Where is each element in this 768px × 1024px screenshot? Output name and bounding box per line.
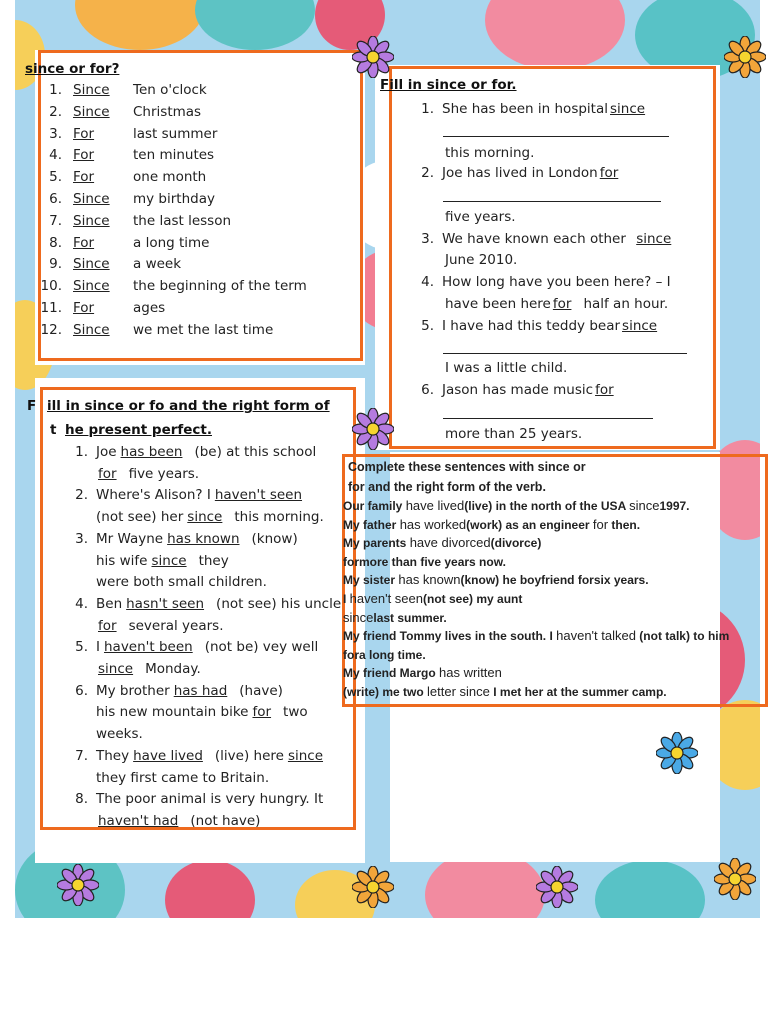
box3-line <box>66 465 199 483</box>
item-number: 5. <box>75 639 88 656</box>
answer: For <box>73 169 95 186</box>
line-text: (live) here <box>214 747 284 764</box>
box4-sentence <box>343 572 649 588</box>
answer: haven't been <box>103 639 193 656</box>
box3-title-edge-f: F <box>27 398 37 414</box>
answer: For <box>73 125 95 142</box>
item-text: ages <box>133 300 166 316</box>
answer: Since <box>73 191 110 207</box>
bg-circle <box>75 0 205 50</box>
answer: Since <box>73 82 110 98</box>
box4-sentence <box>343 498 690 514</box>
box4-sentence <box>343 610 447 626</box>
answer: since <box>287 747 324 764</box>
line-text: (not see) her <box>96 509 184 526</box>
line-text: (be) at this school <box>194 444 317 460</box>
sentence-text: My father <box>343 517 400 532</box>
box4-sentence <box>343 535 541 551</box>
box1-item <box>40 168 206 186</box>
box1-item <box>40 190 215 208</box>
line-text: (have) <box>239 682 283 699</box>
sentence-text: 1997. <box>659 499 690 513</box>
sentence-text: I met her at the summer camp. <box>489 685 667 699</box>
box3-line <box>66 530 298 548</box>
answer-line <box>443 136 669 137</box>
bg-circle <box>165 860 255 918</box>
box3-line <box>66 617 224 635</box>
item-number: 2. <box>49 103 62 120</box>
answer: for <box>599 165 619 181</box>
bg-circle <box>195 0 315 50</box>
box1-item <box>40 299 165 317</box>
flower-icon <box>714 858 756 900</box>
box1-item <box>40 103 201 121</box>
box3-line <box>66 508 324 526</box>
answer: since <box>343 609 374 625</box>
line-text: (know) <box>251 530 298 547</box>
item-text: a long time <box>133 234 210 251</box>
box4-sentence <box>343 517 640 533</box>
item-number: 1. <box>75 444 88 460</box>
box3-line <box>66 595 341 613</box>
answer: hasn't seen <box>126 595 205 612</box>
sentence-text: formore than five years now. <box>343 554 506 569</box>
box2-line-3b: June 2010. <box>445 252 518 268</box>
item-number: 2. <box>75 487 88 504</box>
box1-title: since or for? <box>25 61 120 77</box>
item-text: we met the last time <box>133 321 274 338</box>
answer-line <box>443 353 687 354</box>
box3-line <box>66 703 308 721</box>
item-number: 11. <box>40 300 62 316</box>
answer: for <box>552 296 572 312</box>
box3-line <box>66 790 323 808</box>
answer: for <box>98 465 117 482</box>
box3-line <box>66 769 269 787</box>
box3-line <box>66 660 201 678</box>
sentence-text: My sister <box>343 573 399 588</box>
box4-sentence <box>343 628 729 644</box>
sentence-text: then. <box>608 517 641 532</box>
box3-line <box>66 486 312 504</box>
line-text: two <box>283 704 308 721</box>
line-text: they <box>198 552 229 569</box>
answer: Since <box>73 321 110 338</box>
answer: haven't talked <box>556 628 636 644</box>
line-text: Monday. <box>145 661 201 677</box>
line-text: (not see) his uncle <box>216 595 342 612</box>
line-text: Ben <box>96 595 123 612</box>
bg-circle <box>485 0 625 70</box>
answer-line <box>443 201 661 202</box>
answer: Since <box>73 278 110 295</box>
box3-line <box>66 812 260 830</box>
box4-sentence <box>343 684 667 700</box>
line-text: several years. <box>128 617 224 634</box>
box2-title: Fill in since or for. <box>380 77 517 93</box>
item-number: 3. <box>49 125 62 142</box>
sentence-text: (divorce) <box>490 536 542 551</box>
box2-line-3: 3. We have known each other since <box>412 230 677 248</box>
box3-line <box>66 552 229 570</box>
box4-sentence <box>343 665 502 681</box>
item-number: 3. <box>75 530 88 547</box>
sentence-text: fora long time. <box>343 647 426 662</box>
box1-item <box>40 234 210 252</box>
item-number: 4. <box>75 595 88 612</box>
item-text: the beginning of the term <box>133 278 307 295</box>
box1-item <box>40 81 207 99</box>
answer: has known <box>167 530 240 547</box>
sentence-text: I <box>343 592 350 606</box>
box4-title-line2: for and the right form of the verb. <box>348 480 546 494</box>
item-text: the last lesson <box>133 212 232 229</box>
item-number: 5. <box>49 169 62 186</box>
line-text: Where's Alison? I <box>96 487 211 504</box>
sentence-text: (write) me two <box>343 685 428 699</box>
answer: since <box>187 509 223 526</box>
box3-line <box>66 443 316 461</box>
item-number: 8. <box>75 791 88 808</box>
box4-sentence <box>343 554 506 570</box>
box1-item <box>40 321 273 339</box>
answer: has known <box>398 572 461 588</box>
line-text: five years. <box>128 465 200 482</box>
item-number: 4. <box>49 147 62 164</box>
flower-icon <box>536 866 578 908</box>
item-text: one month <box>133 169 207 186</box>
box2-line-6b: more than 25 years. <box>445 426 583 442</box>
line-text: (not have) <box>190 812 261 829</box>
item-number: 1. <box>49 82 62 98</box>
box3-title-line2: he present perfect. <box>65 422 212 438</box>
item-number: 6. <box>49 191 62 207</box>
sentence-text: (live) in the north of the USA <box>464 499 630 513</box>
box2-line-2b: five years. <box>445 209 516 225</box>
flower-icon <box>656 732 698 774</box>
line-text: Mr Wayne <box>96 530 164 547</box>
box4-sentence <box>343 591 522 607</box>
answer: has had <box>173 682 228 699</box>
item-number: 7. <box>75 747 88 764</box>
sentence-text: My parents <box>343 536 410 551</box>
box2-line-4b: have been here for half an hour. <box>445 296 669 312</box>
answer: since <box>636 231 672 247</box>
answer: have lived <box>405 498 465 513</box>
box3-line <box>66 725 143 743</box>
line-text: I <box>96 639 100 656</box>
answer: For <box>73 234 95 251</box>
box1-item <box>40 125 217 143</box>
line-text: were both small children. <box>96 574 267 591</box>
box3-line <box>66 747 333 765</box>
answer: have lived <box>133 747 203 764</box>
flower-icon <box>352 866 394 908</box>
box3-title-edge-t: t <box>50 422 57 438</box>
item-text: last summer <box>133 125 218 142</box>
flower-icon <box>352 36 394 78</box>
box3-line <box>66 638 318 656</box>
box2-line-4: 4. How long have you been here? – I <box>421 274 671 290</box>
answer: For <box>73 300 95 316</box>
sentence-text: (work) as an engineer <box>466 517 593 532</box>
sentence-text: My friend Margo <box>343 666 440 681</box>
answer: Since <box>73 212 110 229</box>
box1-item <box>40 212 231 230</box>
sentence-text: last summer. <box>373 610 447 625</box>
sentence-text: (not talk) to him <box>635 629 730 644</box>
answer: since <box>98 661 134 677</box>
answer: since <box>622 318 658 334</box>
answer: haven't seen <box>349 591 423 606</box>
line-text: My brother <box>96 682 170 699</box>
line-text: his new mountain bike <box>96 704 249 721</box>
item-text: Christmas <box>133 103 202 120</box>
bg-circle <box>595 860 705 918</box>
answer: letter since <box>427 684 490 699</box>
sentence-text: (not see) my aunt <box>423 592 523 606</box>
line-text: his wife <box>96 552 148 569</box>
line-text: They <box>96 747 130 764</box>
box3-line <box>66 573 267 591</box>
box3-line <box>66 682 283 700</box>
answer: for <box>595 382 614 398</box>
box2-line-5: 5. I have had this teddy bear since <box>421 318 658 334</box>
answer: has been <box>120 444 183 460</box>
answer: since <box>610 101 646 117</box>
answer: for <box>592 516 609 532</box>
sentence-text: (know) he boyfriend forsix years. <box>460 573 649 588</box>
item-text: ten minutes <box>133 147 215 164</box>
item-number: 7. <box>49 212 62 229</box>
box2-line-1b: this morning. <box>445 145 535 161</box>
line-text: weeks. <box>96 726 143 743</box>
box4-title-line1: Complete these sentences with since or <box>348 460 586 474</box>
answer: since <box>151 552 187 569</box>
box4-sentence <box>343 647 426 663</box>
item-number: 12. <box>40 321 62 338</box>
box1-item <box>40 146 214 164</box>
box3-title-line1: ill in since or fo and the right form of <box>47 398 330 414</box>
item-number: 8. <box>49 234 62 251</box>
item-number: 6. <box>75 682 88 699</box>
answer: have divorced <box>409 535 491 551</box>
box2-line-5b: I was a little child. <box>445 360 568 376</box>
sentence-text: My friend Tommy lives in the south. I <box>343 629 557 644</box>
answer: haven't had <box>98 812 179 829</box>
line-text: Joe <box>96 444 117 460</box>
box2-line-2: 2. Joe has lived in London for <box>421 165 619 181</box>
answer-line <box>443 418 653 419</box>
answer: for <box>252 704 272 721</box>
answer: Since <box>73 103 110 120</box>
box1-item <box>40 277 307 295</box>
answer: haven't seen <box>214 487 303 504</box>
answer: has worked <box>399 516 467 532</box>
box2-line-1: 1. She has been in hospital since <box>421 101 646 117</box>
line-text: they first came to Britain. <box>96 769 270 786</box>
sentence-text: Our family <box>343 499 406 513</box>
line-text: The poor animal is very hungry. It <box>96 791 324 808</box>
flower-icon <box>57 864 99 906</box>
box1-item <box>40 255 181 273</box>
answer: since <box>629 498 660 513</box>
answer: for <box>98 617 117 634</box>
answer: For <box>73 147 95 164</box>
answer: Since <box>73 256 110 273</box>
line-text: this morning. <box>234 509 324 526</box>
item-text: a week <box>133 256 182 273</box>
flower-icon <box>352 408 394 450</box>
item-number: 10. <box>40 278 62 295</box>
line-text: (not be) vey well <box>204 639 319 656</box>
item-number: 9. <box>49 256 62 273</box>
item-text: Ten o'clock <box>133 82 207 98</box>
item-text: my birthday <box>133 191 215 207</box>
answer: has written <box>439 665 502 681</box>
flower-icon <box>724 36 766 78</box>
box2-line-6: 6. Jason has made music for <box>421 382 614 398</box>
